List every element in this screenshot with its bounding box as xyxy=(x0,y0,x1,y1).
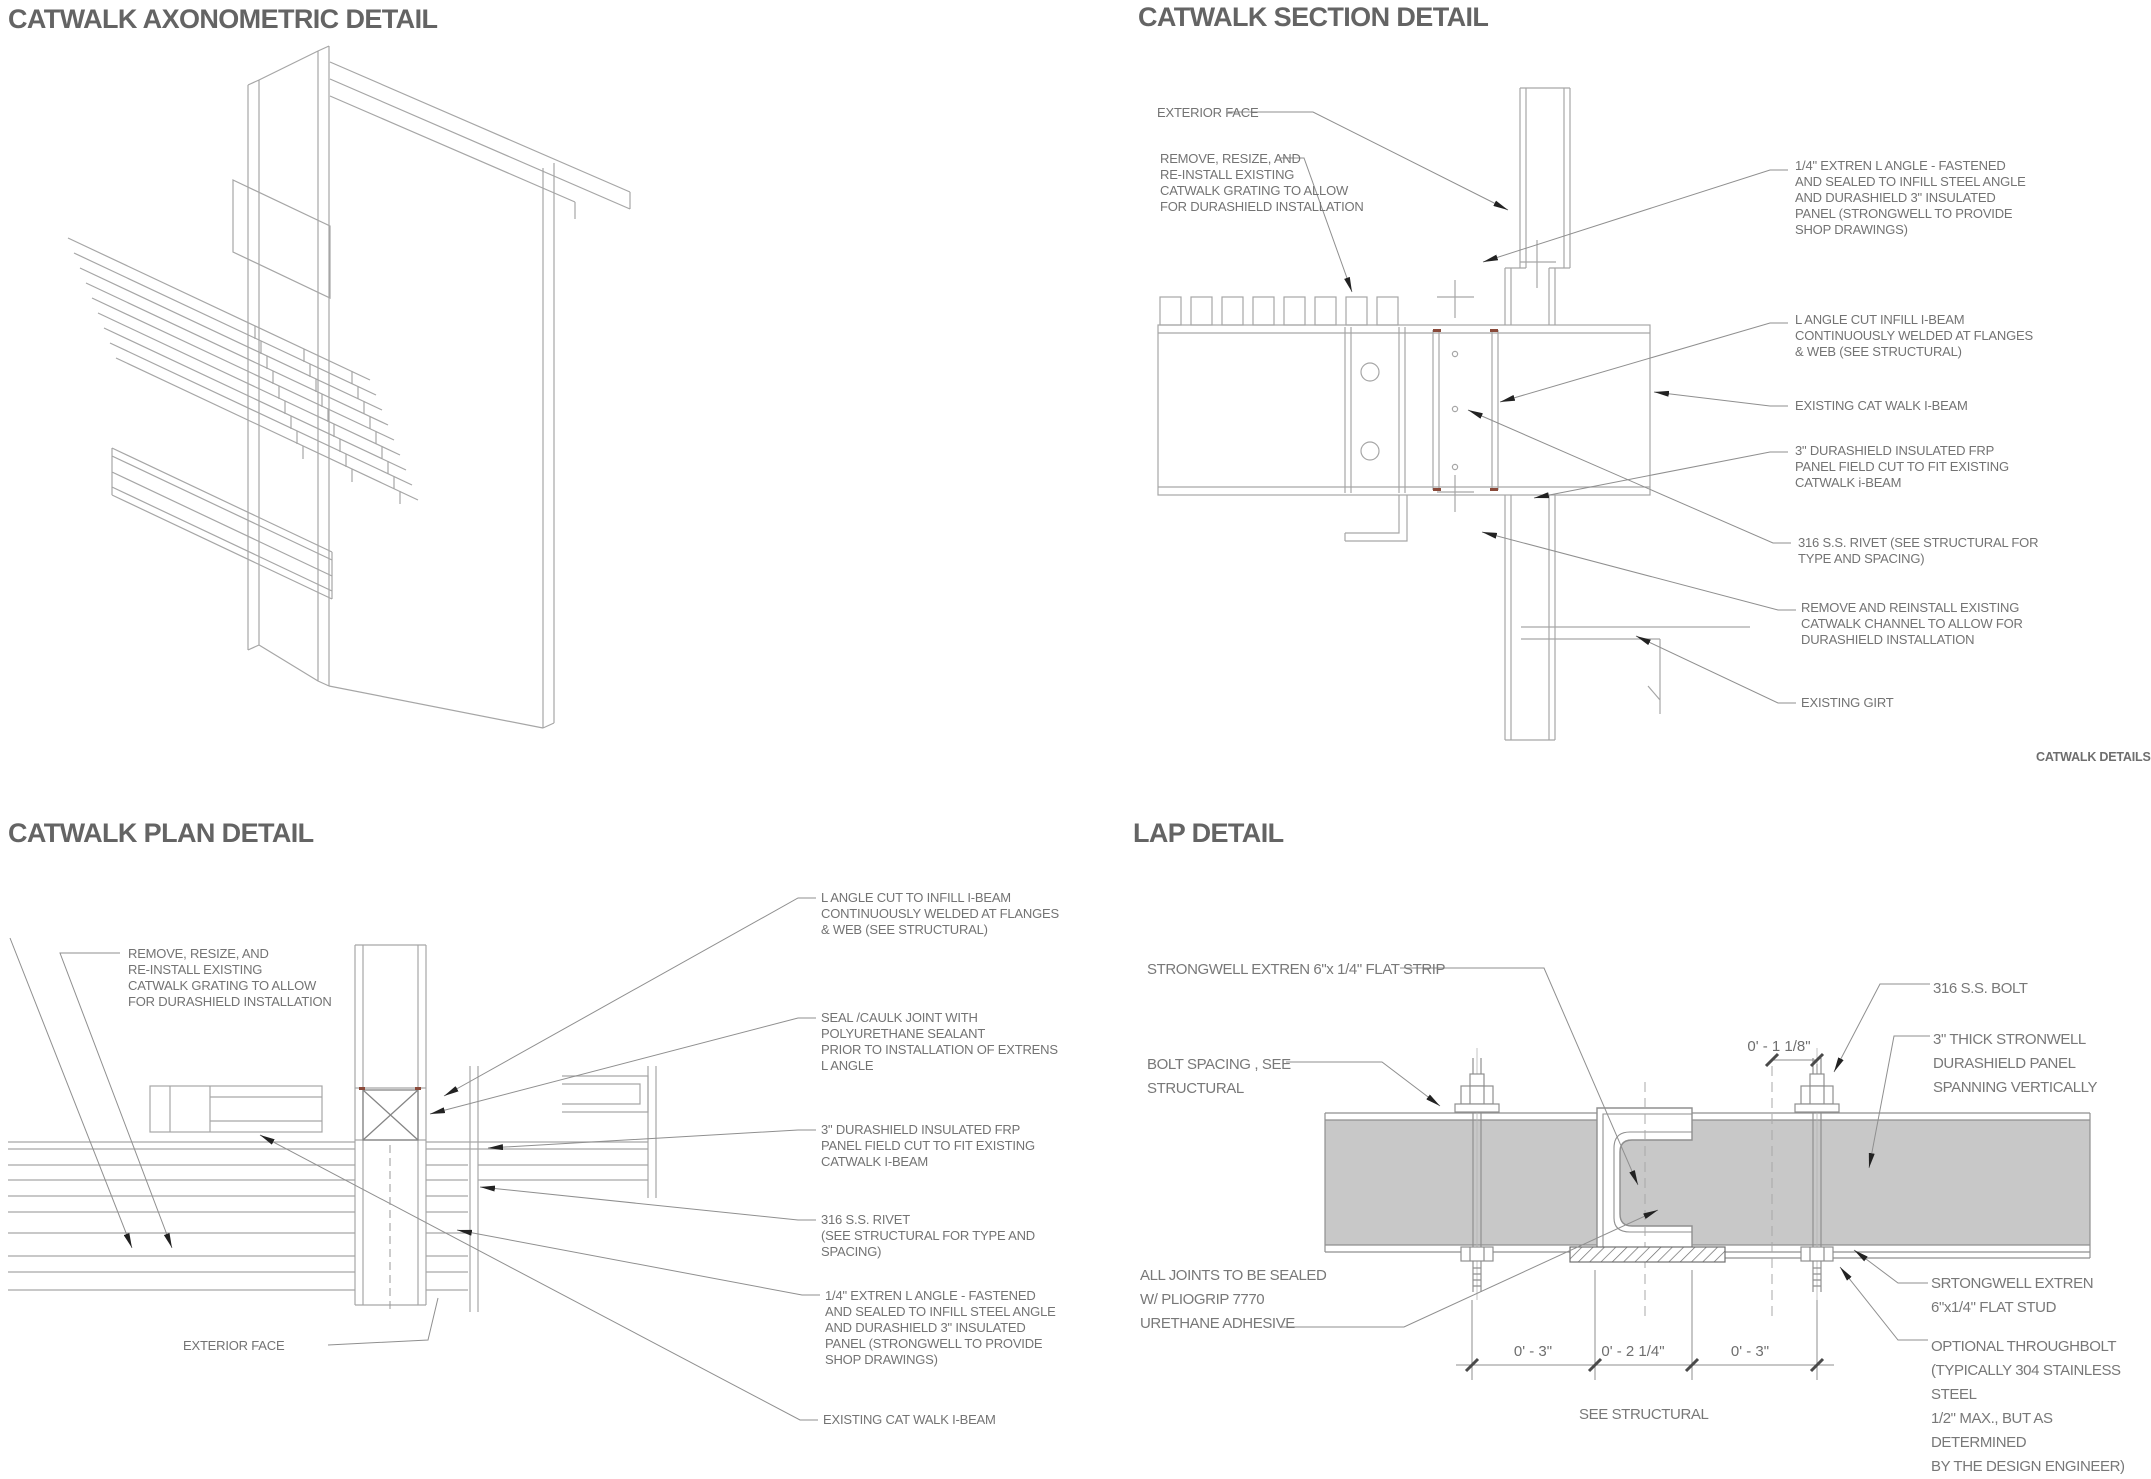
grating-teeth xyxy=(1160,297,1398,325)
section-title: CATWALK SECTION DETAIL xyxy=(1138,2,1489,32)
axonometric-title: CATWALK AXONOMETRIC DETAIL xyxy=(8,4,438,34)
wall-panel-lower xyxy=(1505,495,1555,740)
grating-bars xyxy=(68,238,418,500)
grating-plan-lines xyxy=(8,1165,648,1290)
panel-plan-lines xyxy=(8,1142,648,1149)
label-remove-grating: REMOVE, RESIZE, AND RE-INSTALL EXISTING CATWALK GRATING TO ALLOW FOR DURASHIELD INSTALLATION xyxy=(1160,151,1364,214)
axonometric-drawing xyxy=(0,0,1070,800)
label-rivet: 316 S.S. RIVET (SEE STRUCTURAL FOR TYPE AND SPACING) xyxy=(1798,535,2039,566)
hatched-plate-fill xyxy=(1570,1247,1725,1262)
label-throughbolt: OPTIONAL THROUGHBOLT (TYPICALLY 304 STAINLESS STEEL 1/2" MAX., BUT AS DETERMINED BY THE DESIGN ENGINEER) xyxy=(1931,1338,2125,1475)
label-existing-girt: EXISTING GIRT xyxy=(1801,695,1894,710)
label-bolt-spacing: BOLT SPACING , SEE STRUCTURAL xyxy=(1147,1056,1291,1097)
label-plan-existing-ibeam: EXISTING CAT WALK I-BEAM xyxy=(823,1412,996,1427)
catwalk-ibeam-outline xyxy=(1158,325,1650,495)
label-flat-stud: SRTONGWELL EXTREN 6"x1/4" FLAT STUD xyxy=(1931,1275,2094,1316)
label-extren-l-angle: 1/4" EXTREN L ANGLE - FASTENED AND SEALED TO INFILL STEEL ANGLE AND DURASHIELD 3" INSULATED PANEL (STRONGWELL TO PROVIDE SHOP DRAWINGS) xyxy=(1795,158,2026,237)
dim-left: 0' - 3" xyxy=(1513,1343,1553,1360)
bolt-hole xyxy=(1361,442,1379,460)
infill-angle-lines xyxy=(1433,330,1498,490)
rivet-dot xyxy=(1452,351,1457,356)
wall-panel-upper xyxy=(1505,88,1570,325)
existing-beam-stub xyxy=(150,1086,322,1132)
label-existing-ibeam: EXISTING CAT WALK I-BEAM xyxy=(1795,398,1968,413)
label-plan-seal-caulk: SEAL /CAULK JOINT WITH POLYURETHANE SEALANT PRIOR TO INSTALLATION OF EXTRENS L ANGLE xyxy=(821,1010,1058,1073)
dim-top: 0' - 1 1/8" xyxy=(1747,1038,1811,1055)
centerline-marks xyxy=(1437,240,1556,512)
dim-right: 0' - 3" xyxy=(1730,1343,1770,1360)
right-channel xyxy=(562,1076,648,1112)
sheet-corner-note: CATWALK DETAILS xyxy=(2036,750,2151,764)
durashield-panel-band xyxy=(1325,1120,2090,1245)
label-ss-bolt: 316 S.S. BOLT xyxy=(1933,980,2028,997)
label-remove-channel: REMOVE AND REINSTALL EXISTING CATWALK CHANNEL TO ALLOW FOR DURASHIELD INSTALLATION xyxy=(1801,600,2023,647)
label-plan-exterior-face: EXTERIOR FACE xyxy=(183,1338,285,1353)
ibeam-lines xyxy=(112,448,332,599)
label-joints-sealed: ALL JOINTS TO BE SEALED W/ PLIOGRIP 7770 URETHANE ADHESIVE xyxy=(1140,1267,1327,1332)
grating-ticks xyxy=(255,326,400,504)
label-see-structural: SEE STRUCTURAL xyxy=(1579,1406,1709,1423)
label-exterior-face: EXTERIOR FACE xyxy=(1157,105,1259,120)
label-plan-remove-grating: REMOVE, RESIZE, AND RE-INSTALL EXISTING CATWALK GRATING TO ALLOW FOR DURASHIELD INSTALLATION xyxy=(128,946,332,1009)
label-thick-panel: 3" THICK STRONWELL DURASHIELD PANEL SPANNING VERTICALLY xyxy=(1933,1031,2098,1096)
label-flat-strip: STRONGWELL EXTREN 6"x 1/4" FLAT STRIP xyxy=(1147,961,1446,978)
label-l-angle-cut: L ANGLE CUT INFILL I-BEAM CONTINUOUSLY WELDED AT FLANGES & WEB (SEE STRUCTURAL) xyxy=(1795,312,2033,359)
lap-title: LAP DETAIL xyxy=(1133,818,1284,848)
bolt-hole xyxy=(1361,363,1379,381)
joint-detail-square xyxy=(363,1090,418,1140)
label-plan-rivet: 316 S.S. RIVET (SEE STRUCTURAL FOR TYPE AND SPACING) xyxy=(821,1212,1035,1259)
channel-l-angle xyxy=(1345,495,1407,541)
wall-panel-lines xyxy=(248,46,554,728)
girt-arm-lines xyxy=(330,62,630,219)
label-durashield-panel: 3" DURASHIELD INSULATED FRP PANEL FIELD CUT TO FIT EXISTING CATWALK i-BEAM xyxy=(1795,443,2009,490)
sealant-marks xyxy=(1433,329,1498,491)
rivet-dot xyxy=(1452,464,1457,469)
rivet-dot xyxy=(1452,406,1457,411)
label-plan-l-angle-cut: L ANGLE CUT TO INFILL I-BEAM CONTINUOUSLY WELDED AT FLANGES & WEB (SEE STRUCTURAL) xyxy=(821,890,1059,937)
catwalk-ibeam-flanges xyxy=(1158,333,1650,487)
label-plan-extren-l-angle: 1/4" EXTREN L ANGLE - FASTENED AND SEALED TO INFILL STEEL ANGLE AND DURASHIELD 3" INSULATED PANEL (STRONGWELL TO PROVIDE SHOP DRAWINGS) xyxy=(825,1288,1056,1367)
bolt-plate-lines xyxy=(1345,327,1405,493)
plan-title: CATWALK PLAN DETAIL xyxy=(8,818,314,848)
label-plan-durashield: 3" DURASHIELD INSULATED FRP PANEL FIELD CUT TO FIT EXISTING CATWALK I-BEAM xyxy=(821,1122,1035,1169)
dim-middle: 0' - 2 1/4" xyxy=(1601,1343,1665,1360)
